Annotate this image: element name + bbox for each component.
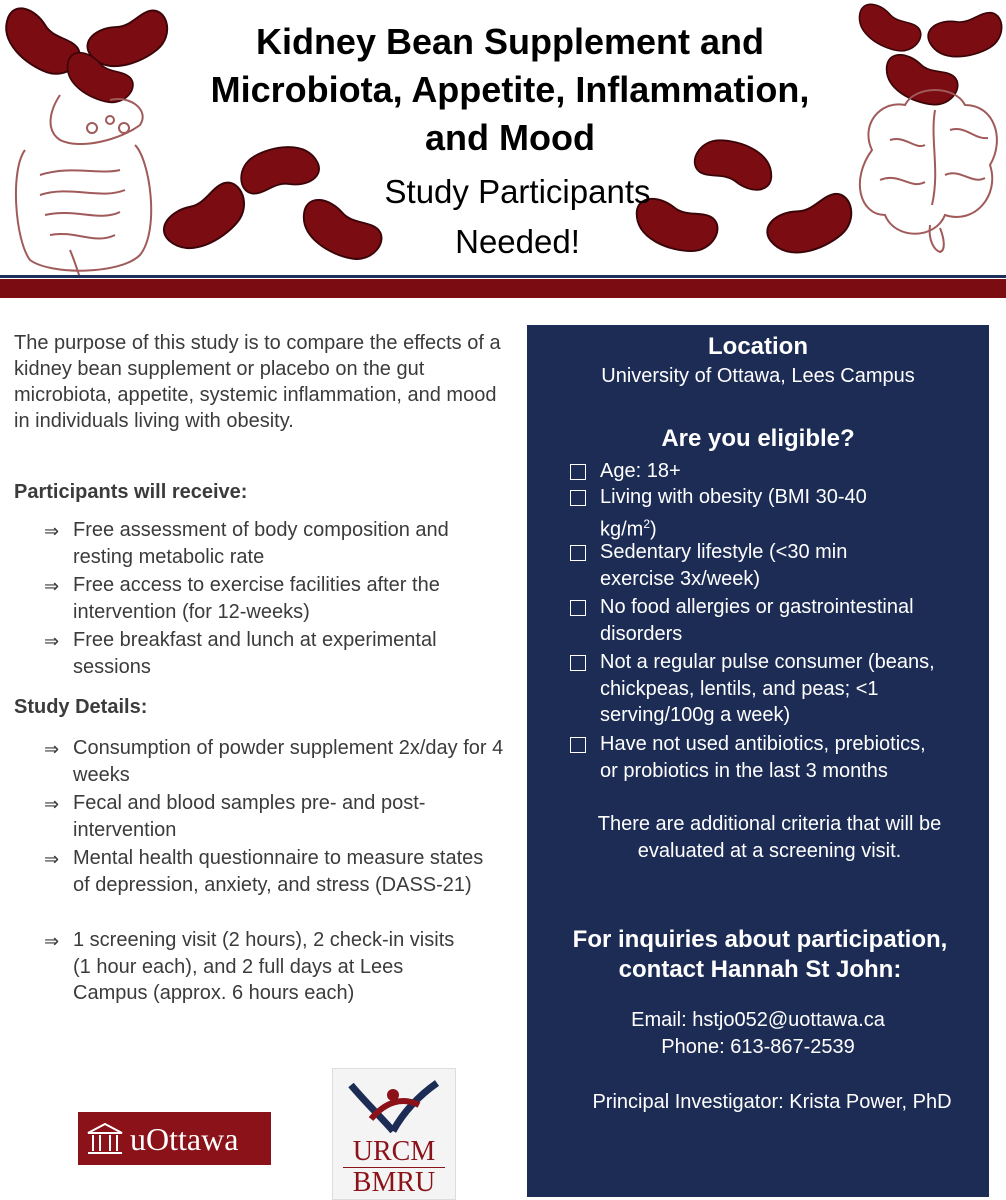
- kidney-bean-icon: [925, 3, 1006, 67]
- principal-investigator: Principal Investigator: Krista Power, PhD: [592, 1091, 952, 1113]
- arrow-icon: ⇒: [44, 849, 60, 870]
- arrow-icon: ⇒: [44, 739, 60, 760]
- list-item: ⇒ Free assessment of body composition and resting metabolic rate: [44, 519, 449, 568]
- checkbox-icon: [570, 545, 586, 561]
- checkbox-icon: [570, 655, 586, 671]
- list-item: ⇒ Mental health questionnaire to measure states of depression, anxiety, and stress (DASS-21): [44, 847, 484, 896]
- checkbox-icon: [570, 737, 586, 753]
- receive-heading: Participants will receive:: [14, 481, 248, 503]
- additional-criteria-note: There are additional criteria that will be evaluated at a screening visit.: [597, 813, 942, 862]
- checkbox-icon: [570, 490, 586, 506]
- eligibility-criterion: Not a regular pulse consumer (beans, chickpeas, lentils, and peas; <1 serving/100g a week): [570, 649, 975, 729]
- eligibility-criterion: Living with obesity (BMI 30-40 $kg/m^2$): [570, 484, 975, 543]
- eligibility-criterion: Age: 18+: [570, 458, 975, 485]
- arrow-icon: ⇒: [44, 794, 60, 815]
- study-purpose-text: The purpose of this study is to compare the effects of a kidney bean supplement or placebo on the gut microbiota, appetite, systemic inflammation, and mood in individuals living with obesity.: [14, 332, 501, 432]
- arrow-icon: ⇒: [44, 931, 60, 952]
- subtitle-line-1: Study Participants: [384, 173, 651, 210]
- eligibility-heading: Are you eligible?: [661, 425, 855, 452]
- eligibility-criterion: Have not used antibiotics, prebiotics, or probiotics in the last 3 months: [570, 731, 975, 784]
- location-heading: Location: [708, 333, 808, 360]
- header-divider-thin: [0, 275, 1006, 278]
- checkbox-icon: [570, 464, 586, 480]
- poster-title-line-3: and Mood: [425, 117, 595, 158]
- poster-title-line-1: Kidney Bean Supplement and: [255, 21, 765, 62]
- poster-title-line-2: Microbiota, Appetite, Inflammation,: [210, 69, 810, 110]
- inquiries-heading: For inquiries about participation, contact Hannah St John:: [572, 926, 948, 983]
- contact-email: Email: hstjo052@uottawa.ca: [631, 1009, 885, 1031]
- poster-header: [0, 0, 1006, 300]
- eligibility-criterion: Sedentary lifestyle (<30 min exercise 3x/week): [570, 539, 975, 592]
- arrow-icon: ⇒: [44, 631, 60, 652]
- urcm-text: URCM: [352, 1136, 436, 1167]
- list-item: ⇒ Free breakfast and lunch at experimental sessions: [44, 629, 437, 678]
- digestive-system-illustration: [16, 95, 151, 278]
- uottawa-wordmark: uOttawa: [130, 1121, 239, 1157]
- building-icon: [86, 1121, 124, 1157]
- study-details-heading: Study Details:: [14, 696, 148, 718]
- brain-illustration: [860, 90, 997, 252]
- list-item: ⇒ Fecal and blood samples pre- and post-intervention: [44, 792, 426, 841]
- kidney-bean-icon: [880, 52, 962, 111]
- subtitle-line-2: Needed!: [455, 223, 580, 260]
- location-text: University of Ottawa, Lees Campus: [601, 365, 915, 387]
- urcm-bmru-logo: [332, 1068, 456, 1200]
- list-item: ⇒ 1 screening visit (2 hours), 2 check-in visits (1 hour each), and 2 full days at Lees Campus (approx. 6 hours each): [44, 929, 455, 1004]
- arrow-icon: ⇒: [44, 521, 60, 542]
- uottawa-logo: [78, 1112, 271, 1165]
- runner-figure-icon: [341, 1073, 447, 1137]
- eligibility-criterion: No food allergies or gastrointestinal disorders: [570, 594, 975, 647]
- bmru-text: BMRU: [352, 1167, 436, 1198]
- header-divider-band: [0, 279, 1006, 298]
- checkbox-icon: [570, 600, 586, 616]
- kidney-bean-icon: [852, 1, 926, 58]
- list-item: ⇒ Consumption of powder supplement 2x/day for 4 weeks: [44, 737, 504, 786]
- info-panel: [527, 325, 989, 1197]
- contact-phone: Phone: 613-867-2539: [661, 1036, 855, 1058]
- list-item: ⇒ Free access to exercise facilities after the intervention (for 12-weeks): [44, 574, 440, 623]
- arrow-icon: ⇒: [44, 576, 60, 597]
